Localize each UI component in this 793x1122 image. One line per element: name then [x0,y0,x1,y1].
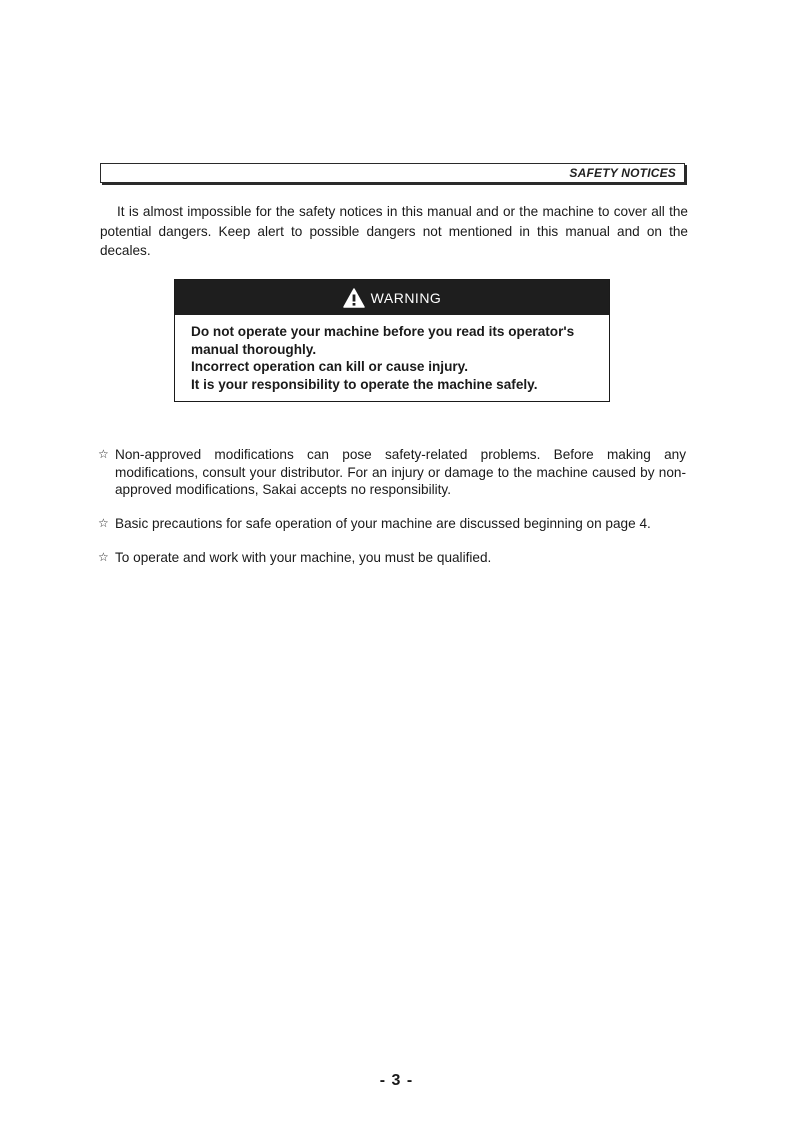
warning-body [175,315,609,393]
note-item [98,549,686,567]
warning-box [174,279,610,402]
warning-line: It is your responsibility to operate the machine safely. [191,376,538,392]
note-text: To operate and work with your machine, you must be qualified. [115,550,492,565]
star-icon: ☆ [98,515,109,530]
page-number: - 3 - [379,1072,414,1089]
note-text: Non-approved modifications can pose safety-related problems. Before making any modifications, consult your distributor. For an injury or damage to the machine caused by non-approved modifications, Sakai accepts no responsibility. [115,447,686,497]
warning-triangle-icon [343,288,365,308]
warning-line: Do not operate your machine before you read its operator's [191,324,575,339]
warning-line: manual thoroughly. [191,341,317,357]
note-item [98,515,686,533]
warning-line: Incorrect operation can kill or cause injury. [191,359,468,374]
star-icon: ☆ [98,447,109,461]
note-item [98,446,686,499]
star-icon: ☆ [98,550,109,564]
note-text: Basic precautions for safe operation of your machine are discussed beginning on page 4. [115,515,651,531]
section-title: SAFETY NOTICES [569,166,676,180]
warning-header [175,280,609,315]
intro-paragraph: It is almost impossible for the safety notices in this manual and or the machine to cover all the potential dangers. Keep alert to possible dangers not mentioned in this manual and on the decales. [100,204,688,258]
notes-list [98,446,686,567]
warning-label: WARNING [370,289,442,306]
section-header-bar [100,163,685,183]
